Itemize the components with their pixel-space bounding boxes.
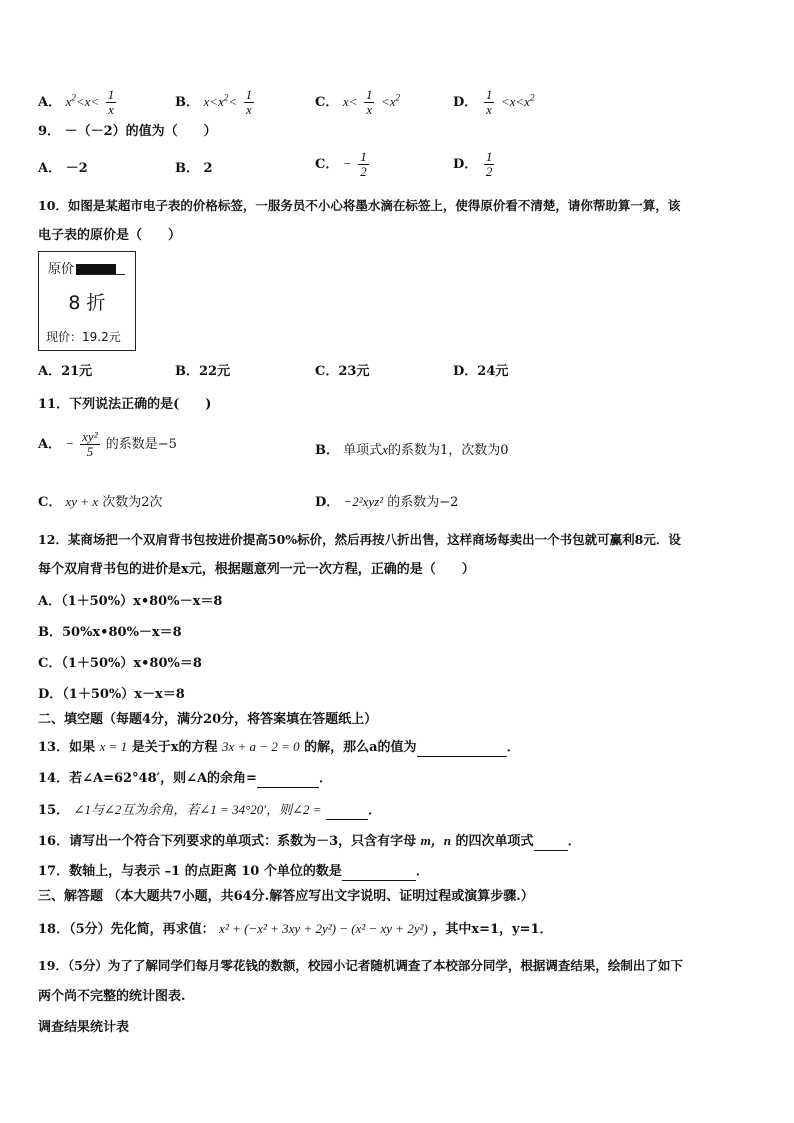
q12-option-a: A．（1＋50%）x•80%－x＝8 xyxy=(38,594,223,609)
q14: 14．若∠A=62°48′，则∠A的余角= ． xyxy=(38,771,332,786)
q11-option-c: C． xy + x 次数为2次 xyxy=(38,494,163,510)
q19-table-title: 调查结果统计表 xyxy=(38,1020,130,1035)
q11-stem: 11．下列说法正确的是( ) xyxy=(38,397,212,412)
answer-blank[interactable] xyxy=(342,866,416,881)
q9-stem: 9． －（－2）的值为（ ） xyxy=(38,124,217,139)
q18: 18．（5分）先化简，再求值： x² + (−x² + 3xy + 2y²) − (x² − xy + 2y²) ，其中x=1，y=1． xyxy=(38,921,553,937)
q10-option-c: C．23元 xyxy=(315,364,370,379)
answer-blank[interactable] xyxy=(417,742,507,757)
q9-option-c: C． − $\frac{1}{2}$ xyxy=(315,149,367,179)
answer-blank[interactable] xyxy=(257,773,319,788)
tag-original-price: 原价 xyxy=(48,258,116,277)
q11-option-d: D． −2²xyz² 的系数为−2 xyxy=(315,494,459,510)
answer-blank[interactable] xyxy=(326,805,368,820)
q12-stem-line2: 每个双肩背书包的进价是x元，根据题意列一元一次方程，正确的是（ ） xyxy=(38,562,475,577)
tag-discount: 8 折 xyxy=(68,292,106,314)
section-3-heading: 三、解答题 （本大题共7小题，共64分.解答应写出文字说明、证明过程或演算步骤.） xyxy=(38,889,534,904)
q12-option-b: B．50%x•80%－x＝8 xyxy=(38,625,182,640)
price-tag-image xyxy=(38,251,136,351)
q12-option-d: D．（1＋50%）x－x＝8 xyxy=(38,687,185,702)
q9-option-d: D． $\frac{1}{2}$ xyxy=(453,149,493,179)
tag-current-price: 现价：19.2元 xyxy=(46,330,121,344)
q19-line1: 19．（5分）为了了解同学们每月零花钱的数额，校园小记者随机调查了本校部分同学，根据调查结果，绘制出了如下 xyxy=(38,958,683,973)
q8-option-d: D． $\frac{1}{x}$ $<x<x^2$ xyxy=(453,87,535,117)
q8-option-c: C． x< $\frac{1}{x}$ $<x^2$ xyxy=(315,87,401,117)
q16: 16．请写出一个符合下列要求的单项式：系数为－3，只含有字母 m，n 的四次单项式 ． xyxy=(38,833,581,849)
q13: 13．如果 x = 1 是关于x的方程 3x + a − 2 = 0 的解，那么a的值为 ． xyxy=(38,739,520,755)
q8-option-b: B． $x<x^2<$ $\frac{1}{x}$ xyxy=(175,87,253,117)
q10-option-a: A．21元 xyxy=(38,364,93,379)
q9-option-b: B． 2 xyxy=(175,161,213,176)
q11-option-b: B． 单项式x的系数为1，次数为0 xyxy=(315,442,509,458)
q10-option-d: D．24元 xyxy=(453,364,509,379)
q19-line2: 两个尚不完整的统计图表. xyxy=(38,989,186,1004)
q8-option-a: A． $x^2<x<$ $\frac{1}{x}$ xyxy=(38,87,115,117)
q10-stem-line2: 电子表的原价是（ ） xyxy=(38,228,182,243)
q12-option-c: C．（1＋50%）x•80%＝8 xyxy=(38,656,202,671)
q17: 17．数轴上，与表示 –1 的点距离 10 个单位的数是 ． xyxy=(38,864,429,879)
q10-stem-line1: 10．如图是某超市电子表的价格标签，一服务员不小心将墨水滴在标签上，使得原价看不清楚，请你帮助算一算，该 xyxy=(38,198,681,213)
q15: 15． ∠1与∠2互为余角，若∠1 = 34°20′，则∠2 = ． xyxy=(38,802,382,818)
q11-option-a: A． − $\frac{\text{xy²}}{5}$ 的系数是−5 xyxy=(38,429,177,459)
q9-option-a: A． －2 xyxy=(38,161,88,176)
q12-stem-line1: 12．某商场把一个双肩背书包按进价提高50%标价，然后再按八折出售，这样商场每卖出一个书包就可赢利8元．设 xyxy=(38,532,681,547)
section-2-heading: 二、填空题（每题4分，满分20分，将答案填在答题纸上） xyxy=(38,712,378,727)
answer-blank[interactable] xyxy=(534,836,568,851)
q10-option-b: B．22元 xyxy=(175,364,231,379)
